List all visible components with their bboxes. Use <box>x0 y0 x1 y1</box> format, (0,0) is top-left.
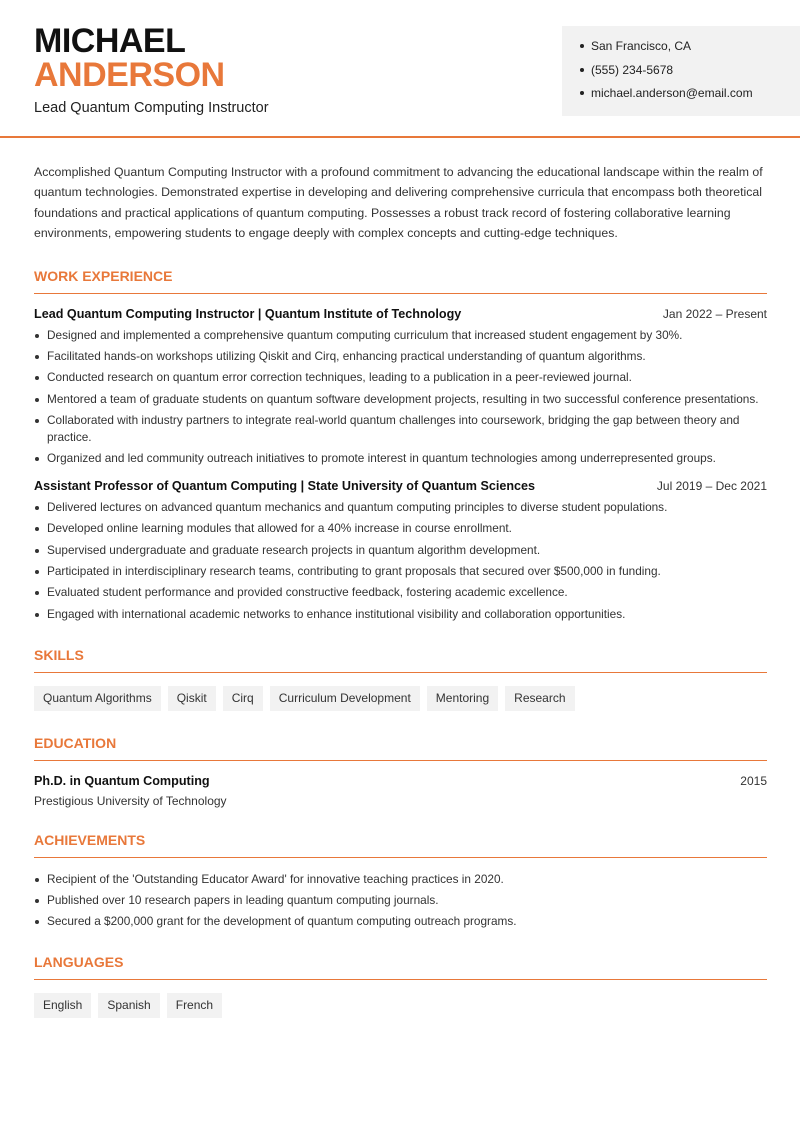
section-title-education: EDUCATION <box>34 735 767 761</box>
first-name: MICHAEL <box>34 22 186 60</box>
contact-box <box>562 26 800 116</box>
education-year: 2015 <box>740 773 767 788</box>
achievement-item: Secured a $200,000 grant for the development of quantum computing outreach programs. <box>34 913 767 930</box>
last-name: ANDERSON <box>34 56 225 94</box>
language-tag: English <box>34 993 91 1018</box>
summary: Accomplished Quantum Computing Instructor with a profound commitment to advancing the educational landscape within the realm of quantum technologies. Demonstrated expertise in developing and delivering comprehensive curricula that encompass both theoretical foundations and practical applications of quantum computing. Possesses a robust track record of fostering collaborative learning environments, empowering students to engage deeply with complex concepts and cutting-edge techniques. <box>34 165 763 241</box>
education-entry <box>34 774 767 808</box>
job-bullet: Developed online learning modules that allowed for a 40% increase in course enrollment. <box>34 520 767 537</box>
job-bullet: Delivered lectures on advanced quantum mechanics and quantum computing principles to diverse student populations. <box>34 499 767 516</box>
section-title-work: WORK EXPERIENCE <box>34 268 767 294</box>
achievement-item: Recipient of the 'Outstanding Educator Award' for innovative teaching practices in 2020. <box>34 871 767 888</box>
job-bullet: Supervised undergraduate and graduate research projects in quantum algorithm development. <box>34 542 767 559</box>
achievement-item: Published over 10 research papers in leading quantum computing journals. <box>34 892 767 909</box>
job-bullet: Mentored a team of graduate students on quantum software development projects, resulting in two successful conference presentations. <box>34 391 767 408</box>
section-title-skills: SKILLS <box>34 647 767 673</box>
job-role: Assistant Professor of Quantum Computing | State University of Quantum Sciences <box>34 479 536 494</box>
achievements-list <box>34 871 767 931</box>
job-bullet: Conducted research on quantum error correction techniques, leading to a publication in a peer-reviewed journal. <box>34 369 767 386</box>
language-tag: French <box>167 993 222 1018</box>
skill-tag: Curriculum Development <box>270 686 420 711</box>
job-title: Lead Quantum Computing Instructor <box>34 100 269 116</box>
skill-tag: Quantum Algorithms <box>34 686 161 711</box>
job-bullet: Participated in interdisciplinary research teams, contributing to grant proposals that secured over $500,000 in funding. <box>34 563 767 580</box>
skills-list <box>34 686 767 711</box>
skill-tag: Cirq <box>223 686 263 711</box>
job-bullet: Facilitated hands-on workshops utilizing Qiskit and Cirq, enhancing practical understanding of quantum algorithms. <box>34 348 767 365</box>
job-bullet: Collaborated with industry partners to integrate real-world quantum challenges into coursework, bridging the gap between theory and practice. <box>34 412 767 446</box>
resume-header <box>0 0 800 138</box>
resume-content <box>34 162 767 1018</box>
skill-tag: Research <box>505 686 574 711</box>
contact-email[interactable]: michael.anderson@email.com <box>580 85 800 109</box>
job-date: Jan 2022 – Present <box>662 306 767 321</box>
job-entry <box>34 479 767 622</box>
language-tag: Spanish <box>98 993 159 1018</box>
job-bullet: Designed and implemented a comprehensive quantum computing curriculum that increased student engagement by 30%. <box>34 327 767 344</box>
section-title-achievements: ACHIEVEMENTS <box>34 832 767 858</box>
job-entry <box>34 307 767 467</box>
section-title-languages: LANGUAGES <box>34 954 767 980</box>
skill-tag: Mentoring <box>427 686 498 711</box>
job-date: Jul 2019 – Dec 2021 <box>656 479 767 494</box>
contact-location: San Francisco, CA <box>580 38 800 62</box>
languages-list <box>34 993 767 1018</box>
job-bullet: Engaged with international academic networks to enhance institutional visibility and collaboration opportunities. <box>34 606 767 623</box>
job-bullet: Organized and led community outreach initiatives to promote interest in quantum technologies among underrepresented groups. <box>34 450 767 467</box>
job-role: Lead Quantum Computing Instructor | Quantum Institute of Technology <box>34 306 462 321</box>
skill-tag: Qiskit <box>168 686 216 711</box>
education-school: Prestigious University of Technology <box>34 793 227 808</box>
contact-phone: (555) 234-5678 <box>580 62 800 86</box>
job-bullet: Evaluated student performance and provided constructive feedback, fostering academic excellence. <box>34 584 767 601</box>
education-degree: Ph.D. in Quantum Computing <box>34 773 210 788</box>
